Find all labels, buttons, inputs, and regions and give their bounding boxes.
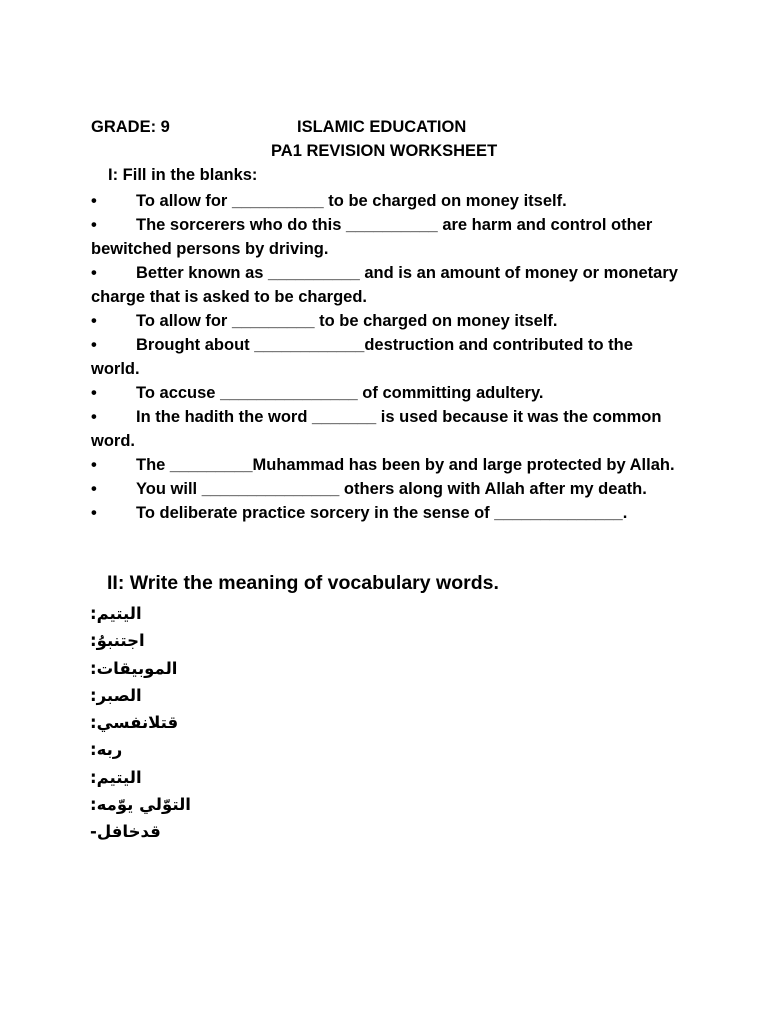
worksheet-title: PA1 REVISION WORKSHEET [271,142,498,160]
list-item [91,477,681,501]
item-text: To allow for __________ to be charged on money itself. [136,192,567,210]
vocab-word-text: ربه: [90,740,123,760]
bullet: • [91,336,97,354]
section-2-heading: II: Write the meaning of vocabulary words. [107,572,499,594]
vocab-word-text: قدخافل- [90,822,161,842]
list-item [91,453,681,477]
fill-in-blanks-list [91,189,681,525]
bullet: • [91,480,97,498]
item-text: In the hadith the word _______ is used because it was the common word. [91,408,662,450]
vocab-word [90,736,310,763]
item-text: To deliberate practice sorcery in the sense of ______________. [136,504,628,522]
vocab-word-text: الموبيقات: [90,658,178,678]
list-item [91,189,681,213]
item-text: Brought about ____________destruction and contributed to the world. [91,336,633,378]
list-item [91,501,681,525]
vocab-word [90,764,310,791]
vocab-word-text: اليتيم: [90,604,142,623]
vocabulary-list [90,600,310,846]
vocab-word [90,791,310,818]
vocab-word [90,682,310,709]
bullet: • [91,192,97,210]
list-item [91,405,681,453]
item-text: You will _______________ others along with Allah after my death. [136,480,647,498]
list-item [91,213,681,261]
bullet: • [91,504,97,522]
item-text: Better known as __________ and is an amount of money or monetary charge that is asked to be charged. [91,264,678,306]
section-1-heading: I: Fill in the blanks: [108,166,258,184]
bullet: • [91,384,97,402]
vocab-word-text: اجتنبوُ: [90,631,145,651]
grade-label: GRADE: 9 [91,118,170,136]
vocab-word [90,655,310,682]
vocab-word [90,600,310,627]
vocab-word-text: الصبر: [90,685,142,705]
vocab-word [90,627,310,654]
item-text: To allow for _________ to be charged on money itself. [136,312,558,330]
bullet: • [91,216,97,234]
list-item [91,381,681,405]
item-text: The sorcerers who do this __________ are harm and control other bewitched persons by driving. [91,216,653,258]
item-text: To accuse _______________ of committing adultery. [136,384,544,402]
list-item [91,333,681,381]
vocab-word-text: قتلانفسي: [90,713,179,733]
vocab-word [90,818,310,845]
list-item [91,261,681,309]
item-text: The _________Muhammad has been by and large protected by Allah. [136,456,675,474]
list-item [91,309,681,333]
vocab-word [90,709,310,736]
bullet: • [91,264,97,282]
subject-title: ISLAMIC EDUCATION [297,118,467,136]
bullet: • [91,456,97,474]
bullet: • [91,312,97,330]
vocab-word-text: التوّلي يوّمه: [90,795,191,815]
bullet: • [91,408,97,426]
vocab-word-text: اليتيم: [90,767,142,787]
